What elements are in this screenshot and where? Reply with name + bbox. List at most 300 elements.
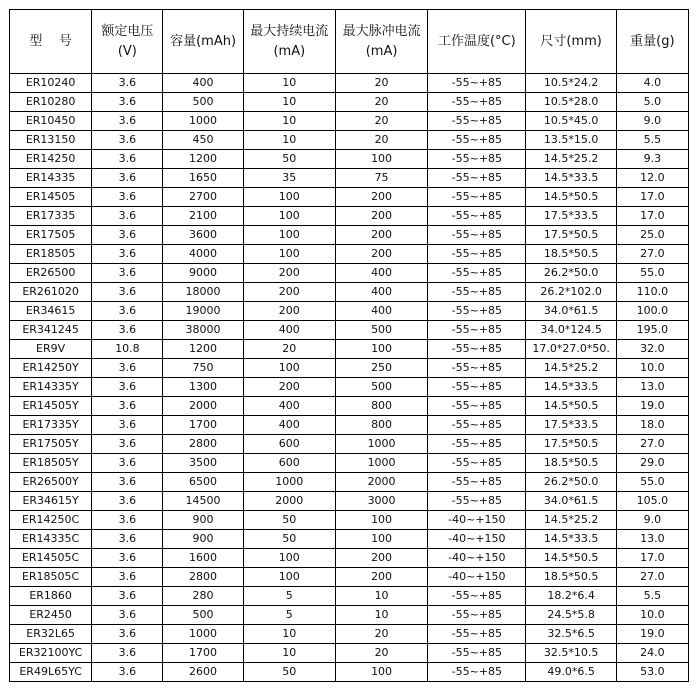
cell-max-continuous-current: 1000 [243,473,335,492]
cell-voltage: 3.6 [92,245,163,264]
cell-operating-temp: -55~+85 [428,340,526,359]
cell-voltage: 3.6 [92,587,163,606]
cell-max-pulse-current: 200 [335,188,427,207]
cell-capacity: 900 [163,511,243,530]
table-row [10,397,689,416]
cell-model: ER34615Y [10,492,92,511]
table-row [10,644,689,663]
cell-max-pulse-current: 200 [335,549,427,568]
cell-operating-temp: -40~+150 [428,511,526,530]
cell-size: 14.5*25.2 [526,359,616,378]
cell-max-pulse-current: 100 [335,530,427,549]
cell-size: 10.5*45.0 [526,112,616,131]
cell-voltage: 3.6 [92,283,163,302]
table-row [10,93,689,112]
cell-voltage: 3.6 [92,606,163,625]
cell-size: 26.2*50.0 [526,473,616,492]
cell-operating-temp: -55~+85 [428,435,526,454]
cell-max-continuous-current: 50 [243,511,335,530]
table-row [10,302,689,321]
cell-operating-temp: -55~+85 [428,321,526,340]
cell-operating-temp: -40~+150 [428,530,526,549]
cell-model: ER17335 [10,207,92,226]
cell-capacity: 400 [163,74,243,93]
cell-model: ER14335Y [10,378,92,397]
cell-max-continuous-current: 10 [243,644,335,663]
header-row [10,10,689,74]
cell-weight: 4.0 [616,74,688,93]
cell-voltage: 3.6 [92,511,163,530]
cell-voltage: 3.6 [92,568,163,587]
cell-size: 17.5*50.5 [526,226,616,245]
cell-operating-temp: -55~+85 [428,454,526,473]
cell-capacity: 18000 [163,283,243,302]
cell-max-pulse-current: 800 [335,416,427,435]
cell-operating-temp: -55~+85 [428,207,526,226]
cell-voltage: 3.6 [92,321,163,340]
cell-voltage: 3.6 [92,663,163,682]
cell-model: ER18505 [10,245,92,264]
cell-max-pulse-current: 200 [335,226,427,245]
cell-model: ER32L65 [10,625,92,644]
cell-weight: 55.0 [616,264,688,283]
table-row [10,283,689,302]
cell-model: ER13150 [10,131,92,150]
cell-operating-temp: -55~+85 [428,226,526,245]
cell-capacity: 1000 [163,625,243,644]
cell-max-continuous-current: 10 [243,74,335,93]
cell-max-pulse-current: 200 [335,568,427,587]
cell-operating-temp: -40~+150 [428,549,526,568]
cell-max-pulse-current: 20 [335,131,427,150]
cell-size: 34.0*61.5 [526,492,616,511]
cell-model: ER9V [10,340,92,359]
table-row [10,473,689,492]
cell-weight: 25.0 [616,226,688,245]
cell-max-pulse-current: 400 [335,264,427,283]
cell-operating-temp: -55~+85 [428,663,526,682]
table-row [10,112,689,131]
cell-size: 14.5*50.5 [526,397,616,416]
cell-weight: 19.0 [616,625,688,644]
cell-voltage: 3.6 [92,378,163,397]
table-row [10,378,689,397]
cell-weight: 10.0 [616,359,688,378]
cell-weight: 55.0 [616,473,688,492]
cell-size: 17.5*33.5 [526,207,616,226]
cell-capacity: 2000 [163,397,243,416]
cell-capacity: 6500 [163,473,243,492]
cell-max-pulse-current: 1000 [335,454,427,473]
cell-size: 32.5*6.5 [526,625,616,644]
cell-voltage: 3.6 [92,397,163,416]
cell-model: ER14505 [10,188,92,207]
cell-max-pulse-current: 800 [335,397,427,416]
cell-max-continuous-current: 20 [243,340,335,359]
cell-size: 14.5*33.5 [526,378,616,397]
table-row [10,188,689,207]
cell-capacity: 900 [163,530,243,549]
header-weight: 重量(g) [616,10,688,74]
cell-model: ER34615 [10,302,92,321]
cell-voltage: 3.6 [92,454,163,473]
cell-weight: 18.0 [616,416,688,435]
cell-capacity: 1000 [163,112,243,131]
cell-max-continuous-current: 400 [243,321,335,340]
cell-voltage: 3.6 [92,150,163,169]
cell-model: ER261020 [10,283,92,302]
cell-max-continuous-current: 2000 [243,492,335,511]
cell-weight: 19.0 [616,397,688,416]
table-row [10,549,689,568]
cell-model: ER17335Y [10,416,92,435]
cell-operating-temp: -40~+150 [428,568,526,587]
header-max-pulse-current: 最大脉冲电流(mA) [335,10,427,74]
cell-voltage: 3.6 [92,112,163,131]
table-row [10,74,689,93]
cell-model: ER14250C [10,511,92,530]
cell-operating-temp: -55~+85 [428,397,526,416]
cell-voltage: 3.6 [92,74,163,93]
table-row [10,663,689,682]
cell-max-continuous-current: 200 [243,283,335,302]
cell-voltage: 3.6 [92,131,163,150]
cell-max-pulse-current: 200 [335,207,427,226]
cell-voltage: 3.6 [92,644,163,663]
cell-voltage: 3.6 [92,264,163,283]
cell-capacity: 2800 [163,568,243,587]
table-row [10,416,689,435]
cell-capacity: 1200 [163,340,243,359]
cell-voltage: 3.6 [92,416,163,435]
table-body [10,74,689,682]
cell-operating-temp: -55~+85 [428,169,526,188]
cell-model: ER10280 [10,93,92,112]
cell-max-pulse-current: 2000 [335,473,427,492]
cell-capacity: 500 [163,606,243,625]
header-capacity: 容量(mAh) [163,10,243,74]
cell-capacity: 450 [163,131,243,150]
cell-weight: 10.0 [616,606,688,625]
cell-size: 18.2*6.4 [526,587,616,606]
cell-max-continuous-current: 50 [243,663,335,682]
cell-operating-temp: -55~+85 [428,359,526,378]
cell-max-continuous-current: 100 [243,568,335,587]
cell-model: ER14335C [10,530,92,549]
cell-operating-temp: -55~+85 [428,131,526,150]
cell-max-pulse-current: 200 [335,245,427,264]
table-row [10,454,689,473]
cell-size: 26.2*102.0 [526,283,616,302]
cell-max-pulse-current: 20 [335,93,427,112]
cell-voltage: 10.8 [92,340,163,359]
cell-size: 14.5*33.5 [526,169,616,188]
cell-size: 14.5*50.5 [526,188,616,207]
cell-max-continuous-current: 100 [243,207,335,226]
table-row [10,359,689,378]
cell-max-continuous-current: 200 [243,264,335,283]
cell-max-continuous-current: 5 [243,606,335,625]
cell-model: ER26500Y [10,473,92,492]
cell-model: ER18505C [10,568,92,587]
cell-model: ER2450 [10,606,92,625]
cell-weight: 5.5 [616,587,688,606]
header-operating-temp: 工作温度(°C) [428,10,526,74]
cell-capacity: 500 [163,93,243,112]
cell-voltage: 3.6 [92,625,163,644]
cell-operating-temp: -55~+85 [428,302,526,321]
cell-operating-temp: -55~+85 [428,188,526,207]
table-row [10,245,689,264]
cell-operating-temp: -55~+85 [428,492,526,511]
cell-capacity: 280 [163,587,243,606]
cell-max-continuous-current: 35 [243,169,335,188]
cell-model: ER14335 [10,169,92,188]
cell-model: ER14250 [10,150,92,169]
battery-spec-table [9,9,689,682]
table-row [10,492,689,511]
header-max-continuous-current: 最大持续电流(mA) [243,10,335,74]
cell-max-pulse-current: 3000 [335,492,427,511]
cell-capacity: 9000 [163,264,243,283]
table-row [10,530,689,549]
table-row [10,587,689,606]
cell-voltage: 3.6 [92,207,163,226]
table-row [10,150,689,169]
cell-size: 14.5*33.5 [526,530,616,549]
cell-max-pulse-current: 400 [335,302,427,321]
cell-capacity: 2600 [163,663,243,682]
table-row [10,625,689,644]
cell-max-pulse-current: 1000 [335,435,427,454]
cell-max-pulse-current: 500 [335,378,427,397]
cell-max-pulse-current: 100 [335,511,427,530]
cell-model: ER17505 [10,226,92,245]
cell-weight: 100.0 [616,302,688,321]
cell-weight: 9.3 [616,150,688,169]
cell-max-continuous-current: 100 [243,188,335,207]
cell-capacity: 4000 [163,245,243,264]
cell-capacity: 2800 [163,435,243,454]
cell-max-continuous-current: 10 [243,625,335,644]
cell-voltage: 3.6 [92,530,163,549]
cell-capacity: 38000 [163,321,243,340]
cell-max-continuous-current: 600 [243,454,335,473]
cell-max-pulse-current: 10 [335,587,427,606]
cell-max-continuous-current: 400 [243,397,335,416]
cell-size: 32.5*10.5 [526,644,616,663]
cell-size: 34.0*124.5 [526,321,616,340]
cell-operating-temp: -55~+85 [428,112,526,131]
table-row [10,207,689,226]
cell-size: 26.2*50.0 [526,264,616,283]
cell-capacity: 1650 [163,169,243,188]
cell-capacity: 2100 [163,207,243,226]
cell-max-continuous-current: 50 [243,150,335,169]
cell-model: ER26500 [10,264,92,283]
cell-weight: 27.0 [616,568,688,587]
cell-voltage: 3.6 [92,435,163,454]
cell-operating-temp: -55~+85 [428,93,526,112]
cell-size: 49.0*6.5 [526,663,616,682]
cell-weight: 17.0 [616,549,688,568]
cell-model: ER10450 [10,112,92,131]
table-row [10,511,689,530]
cell-max-pulse-current: 20 [335,644,427,663]
cell-operating-temp: -55~+85 [428,416,526,435]
cell-max-continuous-current: 100 [243,245,335,264]
cell-voltage: 3.6 [92,226,163,245]
cell-capacity: 1600 [163,549,243,568]
cell-max-continuous-current: 10 [243,131,335,150]
table-row [10,340,689,359]
cell-max-continuous-current: 10 [243,93,335,112]
cell-max-pulse-current: 20 [335,74,427,93]
cell-weight: 105.0 [616,492,688,511]
header-size: 尺寸(mm) [526,10,616,74]
cell-max-continuous-current: 200 [243,378,335,397]
cell-max-pulse-current: 20 [335,625,427,644]
cell-max-continuous-current: 400 [243,416,335,435]
cell-operating-temp: -55~+85 [428,606,526,625]
header-model: 型 号 [10,10,92,74]
table-header [10,10,689,74]
cell-model: ER341245 [10,321,92,340]
cell-weight: 13.0 [616,530,688,549]
cell-voltage: 3.6 [92,302,163,321]
cell-size: 17.5*50.5 [526,435,616,454]
cell-weight: 9.0 [616,511,688,530]
cell-capacity: 750 [163,359,243,378]
cell-max-pulse-current: 250 [335,359,427,378]
table-row [10,131,689,150]
cell-voltage: 3.6 [92,549,163,568]
cell-weight: 9.0 [616,112,688,131]
table-row [10,264,689,283]
cell-voltage: 3.6 [92,492,163,511]
cell-weight: 110.0 [616,283,688,302]
cell-max-continuous-current: 100 [243,359,335,378]
cell-size: 18.5*50.5 [526,454,616,473]
cell-max-continuous-current: 10 [243,112,335,131]
cell-voltage: 3.6 [92,359,163,378]
cell-model: ER18505Y [10,454,92,473]
cell-voltage: 3.6 [92,473,163,492]
cell-weight: 27.0 [616,435,688,454]
cell-model: ER32100YC [10,644,92,663]
cell-voltage: 3.6 [92,93,163,112]
header-voltage: 额定电压(V) [92,10,163,74]
table-row [10,435,689,454]
cell-size: 24.5*5.8 [526,606,616,625]
cell-capacity: 19000 [163,302,243,321]
table-row [10,606,689,625]
cell-capacity: 1300 [163,378,243,397]
cell-operating-temp: -55~+85 [428,150,526,169]
cell-max-continuous-current: 600 [243,435,335,454]
cell-operating-temp: -55~+85 [428,264,526,283]
cell-weight: 5.5 [616,131,688,150]
cell-operating-temp: -55~+85 [428,644,526,663]
cell-weight: 12.0 [616,169,688,188]
cell-size: 10.5*24.2 [526,74,616,93]
cell-size: 18.5*50.5 [526,568,616,587]
cell-weight: 195.0 [616,321,688,340]
cell-size: 34.0*61.5 [526,302,616,321]
cell-capacity: 14500 [163,492,243,511]
cell-max-pulse-current: 10 [335,606,427,625]
cell-size: 14.5*25.2 [526,150,616,169]
cell-capacity: 1700 [163,416,243,435]
cell-weight: 27.0 [616,245,688,264]
cell-capacity: 3500 [163,454,243,473]
cell-capacity: 1200 [163,150,243,169]
cell-capacity: 3600 [163,226,243,245]
cell-operating-temp: -55~+85 [428,378,526,397]
cell-operating-temp: -55~+85 [428,625,526,644]
cell-max-pulse-current: 20 [335,112,427,131]
cell-size: 17.5*33.5 [526,416,616,435]
spec-table-container [9,9,689,682]
table-row [10,568,689,587]
cell-max-continuous-current: 100 [243,226,335,245]
cell-size: 10.5*28.0 [526,93,616,112]
cell-max-pulse-current: 400 [335,283,427,302]
cell-model: ER17505Y [10,435,92,454]
cell-capacity: 2700 [163,188,243,207]
cell-operating-temp: -55~+85 [428,283,526,302]
cell-capacity: 1700 [163,644,243,663]
cell-size: 18.5*50.5 [526,245,616,264]
cell-max-continuous-current: 5 [243,587,335,606]
cell-operating-temp: -55~+85 [428,587,526,606]
cell-max-pulse-current: 500 [335,321,427,340]
cell-weight: 17.0 [616,207,688,226]
cell-max-continuous-current: 100 [243,549,335,568]
cell-max-pulse-current: 75 [335,169,427,188]
cell-model: ER14505C [10,549,92,568]
cell-weight: 5.0 [616,93,688,112]
cell-model: ER14250Y [10,359,92,378]
cell-weight: 13.0 [616,378,688,397]
cell-operating-temp: -55~+85 [428,473,526,492]
cell-voltage: 3.6 [92,188,163,207]
cell-voltage: 3.6 [92,169,163,188]
table-row [10,321,689,340]
cell-model: ER10240 [10,74,92,93]
cell-max-continuous-current: 200 [243,302,335,321]
cell-size: 14.5*25.2 [526,511,616,530]
cell-size: 17.0*27.0*50. [526,340,616,359]
cell-max-pulse-current: 100 [335,340,427,359]
cell-model: ER49L65YC [10,663,92,682]
cell-weight: 17.0 [616,188,688,207]
cell-size: 13.5*15.0 [526,131,616,150]
cell-weight: 53.0 [616,663,688,682]
cell-max-continuous-current: 50 [243,530,335,549]
cell-weight: 29.0 [616,454,688,473]
table-row [10,169,689,188]
table-row [10,226,689,245]
cell-model: ER1860 [10,587,92,606]
cell-max-pulse-current: 100 [335,150,427,169]
cell-weight: 32.0 [616,340,688,359]
cell-weight: 24.0 [616,644,688,663]
cell-model: ER14505Y [10,397,92,416]
cell-operating-temp: -55~+85 [428,74,526,93]
cell-max-pulse-current: 100 [335,663,427,682]
cell-operating-temp: -55~+85 [428,245,526,264]
